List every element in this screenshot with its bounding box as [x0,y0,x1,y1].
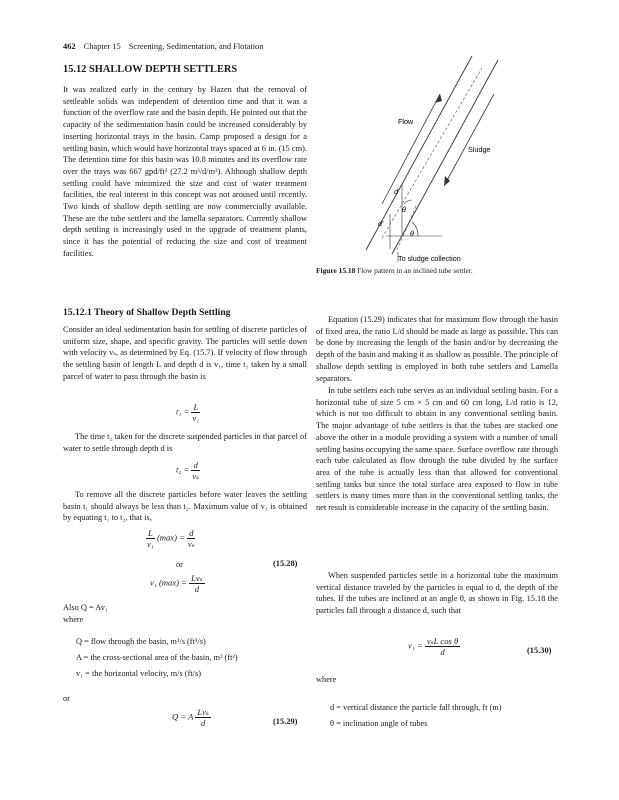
equation-max-ratio [146,528,195,549]
subsection-heading: 15.12.1 Theory of Shallow Depth Settling [63,307,231,318]
figure-caption [316,266,473,275]
equation-q-numerator: Lvₛ [197,707,209,717]
chapter-label: Chapter 15 [83,42,121,51]
equation-v1max-denominator: d [194,584,199,594]
equation-t1 [176,402,200,423]
figure-label-d: d [394,187,398,196]
figure-label-sludge: Sludge [468,145,491,154]
equation-v1max-fraction [189,573,205,594]
definition-q: Q = flow through the basin, m³/s (ft³/s) [76,637,206,646]
figure-label-theta-upper: θ [402,205,406,214]
equation-max-frac-left [146,528,155,549]
definition-v1: v₁ = the horizontal velocity, m/s (ft/s) [76,669,202,678]
equation-t2-fraction [191,460,199,481]
theta-arc-upper [404,200,412,204]
equation-v1-inclined-lhs: v₁ = [408,640,423,651]
equation-q-fraction [195,707,211,728]
right-paragraph-3: When suspended particles settle in a horizontal tube the maximum vertical distance traveled by the particles is equal to d, the depth of the tubes. If the tubes are inclined at an angle θ, as shown in Fig. 15.18 the particles fall through a distance d, such that [316,571,558,616]
equation-t1-denominator: v₁ [192,413,200,423]
figure-label-flow: Flow [398,117,414,126]
chapter-title: Screening, Sedimentation, and Flotation [128,42,264,51]
page-number: 462 [63,42,76,51]
conjunction-or-1: or [176,560,183,569]
flow-arrowhead [435,94,442,103]
theory-paragraph-1: Consider an ideal sedimentation basin for settling of discrete particles of uniform size, shape, and specific gravity. The particles will settle down with velocity vₛ, as determined by Eq. (15.7). If velocity of flow through the settling basin of length L and depth d is v₁, time t₁ taken by a small parcel of water to pass through the basin is [63,325,307,381]
figure-label-theta-lower: θ [410,229,414,238]
equation-max-middle: (max) = [156,532,185,543]
particle-trajectory-line [382,68,482,238]
equation-v1-inclined [408,636,460,657]
right-paragraph-1: Equation (15.29) indicates that for maximum flow through the basin of fixed area, the ratio L/d should be made as large as possible. This can be done by increasing the length of the basin and/or by decreasing the depth of the basin and making it as shallow as possible. The principle of shallow depth settling is employed in both tube settlers and Lamella separators. [316,315,558,383]
section-heading: 15.12 SHALLOW DEPTH SETTLERS [63,64,238,75]
equation-max-numerator-right: d [189,528,194,538]
equation-t1-fraction [191,402,200,423]
definition-a: A = the cross-sectional area of the basin, m² (ft²) [76,653,238,662]
figure-label-dprime: d′ [378,219,384,228]
figure-caption-number: Figure 15.18 [316,266,356,275]
equation-number-15-28: (15.28) [273,559,298,568]
equation-t2-numerator: d [193,460,198,470]
equation-v1-inclined-denominator: d [440,647,445,657]
equation-v1-inclined-numerator: vₛL cos θ [426,636,459,646]
equation-t2 [176,460,200,481]
theory-paragraph-3: To remove all the discrete particles before water leaves the settling basin t₁ should always be less than t₂. Maximum value of v₁ is obtained by equating t₁ to t₂, that is, [63,490,307,523]
sludge-arrowhead [444,176,450,186]
also-q-statement: Also Q = Av₁ [63,603,108,612]
sludge-arrow [444,94,494,186]
equation-v1-max [150,573,205,594]
running-header [63,42,263,51]
equation-v1max-numerator: Lvₛ [191,573,203,583]
equation-t2-denominator: vₛ [192,471,199,481]
equation-number-15-30: (15.30) [527,646,552,655]
equation-max-denominator-right: vₛ [187,539,195,549]
equation-q-denominator: d [201,718,206,728]
section-intro-paragraph: It was realized early in the century by Hazen that the removal of settleable solids was independent of detention time and that it was a function of the overflow rate and the basin depth. He pointed out that the capacity of the sedimentation basin could be increased considerably by inserting horizontal trays in the basin. Camp proposed a design for a settling basin, which would have horizontal trays spaced at 6 in. (15 cm). The detention time for this basin was 10.8 minutes and its overflow rate over the trays was 667 gpd/ft² (27.2 m³/d/m²). Although shallow depth settling could have minimized the size and cost of water treatment facilities, the real interest in this concept was not aroused until recently. Two kinds of shallow depth settling are now commercially available. These are the tube settlers and the lamella separators. Currently shallow depth settling is increasingly used in the upgrade of treatment plants, since it has the potential of reducing the size and cost of treatment facilities. [63,85,307,258]
conjunction-or-2: or [63,694,70,703]
right-paragraph-2: In tube settlers each tube serves as an individual settling basin. For a horizontal tube of size 5 cm × 5 cm and 60 cm long, L/d ratio is 12, which is not too difficult to obtain in any conventional settling basin. The major advantage of tube settlers is that the tubes are stacked one above the other in a module providing a system with a number of small settling basins occupying the same space. Surface overflow rate through each tube calculated as flow through the tube divided by the surface area of the tube is actually less than that allowed for conventional settling tanks but since the total surface area exposed to flow in tube settlers is many times more than in the conventional settling tanks, the net result is considerable increase in the capacity of the settling basin. [316,386,558,513]
figure-label-collection: To sludge collection [398,254,461,263]
flow-arrow [382,94,440,204]
equation-t1-lhs: t₁ = [176,406,190,417]
definition-theta: θ = inclination angle of tubes [330,719,428,728]
equation-max-denominator-left: v₁ [146,539,154,549]
theory-paragraph-2: The time t₂ taken for the discrete suspended particles in that parcel of water to settle through depth d is [63,432,307,453]
where-label-1: where [63,615,84,624]
where-label-2: where [316,675,337,684]
equation-q [172,707,211,728]
equation-max-numerator-left: L [148,528,153,538]
equation-t2-lhs: t₂ = [176,464,190,475]
equation-v1-inclined-fraction [425,636,460,657]
equation-max-frac-right [187,528,195,549]
equation-number-15-29: (15.29) [273,717,298,726]
equation-t1-numerator: L [193,402,199,412]
settling-path-line [397,204,417,250]
equation-v1max-lhs: v₁ (max) = [150,577,187,588]
equation-q-lhs: Q = A [172,711,194,722]
tube-settler-figure [322,54,562,264]
definition-d: d = vertical distance the particle fall through, ft (m) [330,703,502,712]
figure-caption-text: Flow pattern in an inclined tube settler. [357,266,473,275]
